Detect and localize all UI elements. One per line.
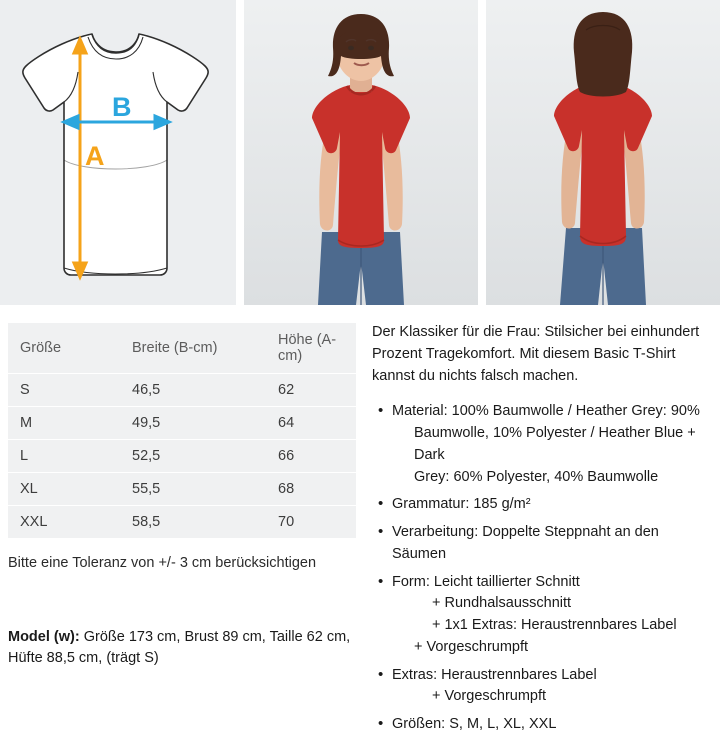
feature-sub: Baumwolle, 10% Polyester / Heather Blue + Dark <box>414 425 696 463</box>
feature-main: Extras: Heraustrennbares Label <box>392 666 597 683</box>
details-section <box>0 305 720 732</box>
cell-width: 55,5 <box>120 473 266 506</box>
image-row <box>0 0 720 305</box>
list-item <box>378 401 712 488</box>
feature-list <box>360 401 720 736</box>
list-item <box>378 572 712 659</box>
cell-size: S <box>8 374 120 407</box>
feature-sub: + Vorgeschrumpft <box>432 688 547 705</box>
list-item <box>378 494 712 516</box>
feature-main: Verarbeitung: Doppelte Steppnaht an den Säumen <box>392 524 659 562</box>
spacer <box>236 0 244 305</box>
feature-sub: Grey: 60% Polyester, 40% Baumwolle <box>414 468 659 485</box>
model-photo-back <box>486 0 720 305</box>
feature-main: Größen: S, M, L, XL, XXL <box>392 716 557 732</box>
list-item <box>378 665 712 709</box>
table-row <box>8 407 356 440</box>
cell-width: 49,5 <box>120 407 266 440</box>
feature-main: Form: Leicht taillierter Schnitt <box>392 573 580 590</box>
header-height: Höhe (A-cm) <box>266 323 356 374</box>
cell-size: XXL <box>8 506 120 539</box>
cell-height: 68 <box>266 473 356 506</box>
cell-height: 66 <box>266 440 356 473</box>
list-item <box>378 714 712 736</box>
cell-height: 70 <box>266 506 356 539</box>
feature-sub: + 1x1 Extras: Heraustrennbares Label <box>432 617 677 633</box>
model-line2: Hüfte 88,5 cm, (trägt S) <box>8 649 159 666</box>
cell-width: 52,5 <box>120 440 266 473</box>
table-row <box>8 506 356 539</box>
cell-width: 58,5 <box>120 506 266 539</box>
description-column <box>360 305 720 732</box>
cell-size: M <box>8 407 120 440</box>
description-intro: Der Klassiker für die Frau: Stilsicher bei einhundert Prozent Tragekomfort. Mit diesem Basic T-Shirt kannst du nichts falsch machen. <box>372 324 700 384</box>
table-row <box>8 473 356 506</box>
header-width: Breite (B-cm) <box>120 323 266 374</box>
size-table <box>8 323 356 539</box>
cell-height: 62 <box>266 374 356 407</box>
size-diagram <box>0 0 236 305</box>
table-row <box>8 374 356 407</box>
feature-sub: + Vorgeschrumpft <box>414 638 529 655</box>
cell-size: XL <box>8 473 120 506</box>
feature-main: Grammatur: 185 g/m² <box>392 496 531 513</box>
table-row <box>8 440 356 473</box>
model-label: Model (w): <box>8 628 80 645</box>
cell-width: 46,5 <box>120 374 266 407</box>
tolerance-note: Bitte eine Toleranz von +/- 3 cm berücksichtigen <box>8 555 317 571</box>
feature-main: Material: 100% Baumwolle / Heather Grey: 90% <box>392 403 700 420</box>
spacer <box>478 0 486 305</box>
model-back-illustration <box>486 0 720 305</box>
cell-size: L <box>8 440 120 473</box>
shirt-outline-icon <box>0 0 236 305</box>
model-line1: Größe 173 cm, Brust 89 cm, Taille 62 cm, <box>79 628 351 645</box>
list-item <box>378 522 712 566</box>
size-table-column <box>0 305 360 683</box>
header-size: Größe <box>8 323 120 374</box>
model-photo-front <box>244 0 478 305</box>
model-note <box>8 627 353 669</box>
height-label: A <box>85 141 105 171</box>
model-front-illustration <box>244 0 478 305</box>
width-label: B <box>112 92 132 122</box>
table-header-row <box>8 323 356 374</box>
cell-height: 64 <box>266 407 356 440</box>
feature-sub: + Rundhalsausschnitt <box>432 595 572 612</box>
